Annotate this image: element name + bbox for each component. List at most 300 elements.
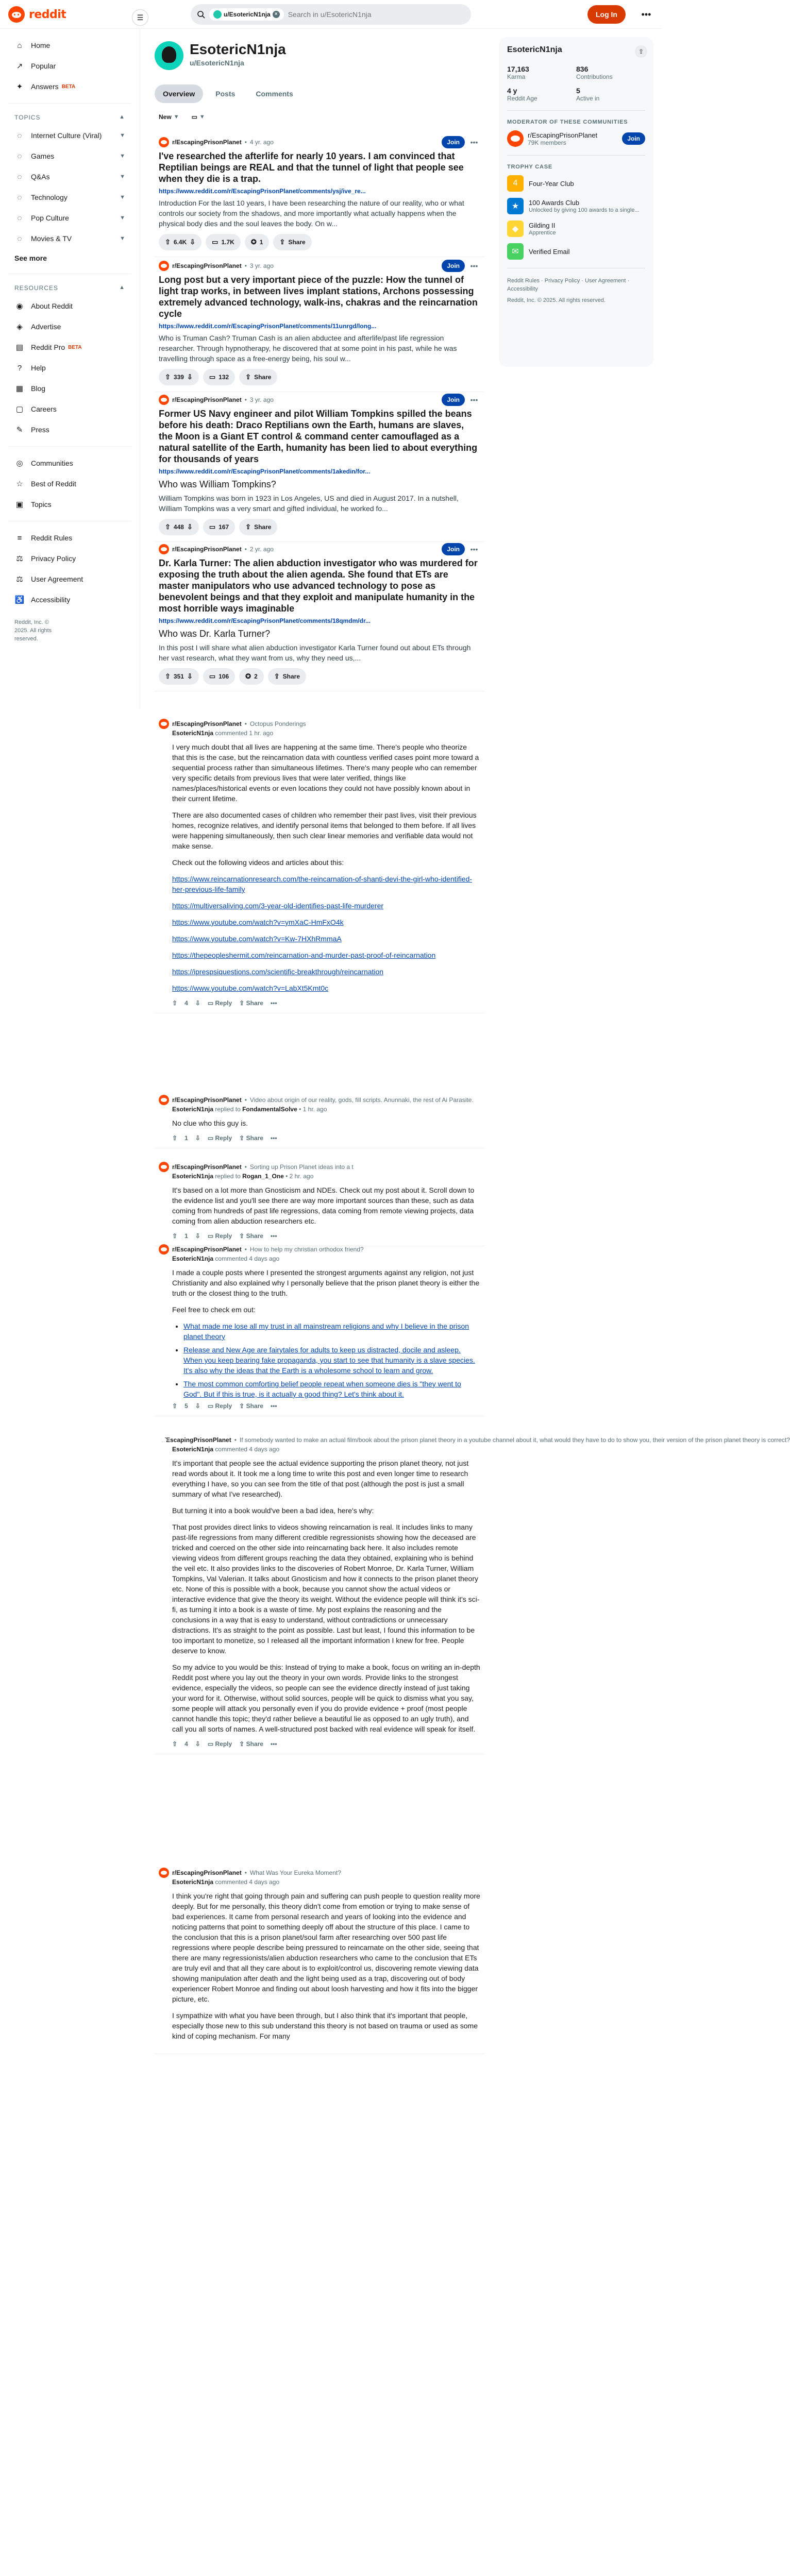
comment-author[interactable]: EsotericN1nja (172, 1106, 214, 1113)
comment-card[interactable] (155, 1863, 484, 2054)
thread-title[interactable]: Octopus Ponderings (249, 720, 306, 727)
see-more-link[interactable]: See more (14, 254, 47, 262)
moderator-header: MODERATOR OF THESE COMMUNITIES (507, 119, 628, 125)
share-button[interactable] (239, 1232, 263, 1240)
downvote-icon[interactable]: ⇩ (195, 1402, 200, 1410)
sidebar-item[interactable] (8, 569, 131, 589)
comment-paragraph: Check out the following videos and articles about this: (172, 858, 344, 867)
sidebar-item-label: Pop Culture (31, 214, 69, 222)
comment-link[interactable]: Release and New Age are fairytales for adults to keep us distracted, docile and asleep. When you keep bearing fake propaganda, you start to see that humanity is a slave species. It's also why the ideas that the Earth is a wholesome school to learn and grow. (183, 1346, 475, 1375)
sidebar-item[interactable] (8, 125, 131, 146)
comment-author-line (172, 1878, 480, 1888)
separator: • (244, 720, 247, 727)
comment-body (172, 1185, 480, 1226)
post-age: 3 yr. ago (249, 396, 274, 403)
community-icon (159, 395, 169, 405)
profile-title: EsotericN1nja (190, 41, 286, 57)
chevron-down-icon: ▼ (173, 114, 179, 120)
post-age: 4 yr. ago (249, 139, 274, 146)
separator: • (244, 1163, 247, 1171)
post-age: 2 yr. ago (249, 546, 274, 553)
comment-link[interactable]: https://www.reincarnationresearch.com/the-reincarnation-of-shanti-devi-the-girl-who-identified-her-previous-life-family (172, 875, 473, 893)
join-community-button[interactable]: Join (622, 132, 645, 145)
reddit-snoo-icon (8, 6, 25, 23)
stat-label: Karma (507, 73, 526, 80)
more-options-icon[interactable]: ••• (470, 545, 478, 553)
search-scope-label: u/EsotericN1nja (224, 11, 271, 18)
comment-card[interactable] (155, 714, 484, 1013)
reply-label: Reply (215, 999, 232, 1007)
comment-card[interactable] (155, 1090, 484, 1148)
upvote-icon[interactable]: ⇧ (172, 999, 178, 1007)
replied-to-text: replied to (213, 1106, 243, 1113)
downvote-icon[interactable]: ⇩ (195, 1134, 200, 1142)
topic-icon: ◌ (17, 131, 22, 140)
share-icon: ⇪ (239, 1134, 246, 1142)
search-bar[interactable] (191, 4, 471, 25)
award-button[interactable] (239, 668, 264, 685)
thread-title[interactable]: What Was Your Eureka Moment? (249, 1869, 341, 1876)
comment-link-row (172, 917, 480, 927)
trophy-item (507, 175, 645, 192)
upvote-icon[interactable]: ⇧ (172, 1740, 178, 1748)
vote-count: 448 (173, 523, 184, 531)
sort-label: New (159, 113, 172, 121)
vote-control[interactable] (159, 668, 199, 685)
post-title[interactable]: Former US Navy engineer and pilot William Tompkins spilled the beans before his death: Draco Reptilians own the Earth, humans are slaves, the Moon is a Giant ET control & command center camouflaged as a natural satellite of the Earth, humanity has been lied to about everything for thousands of years (159, 409, 478, 464)
comment-count: 167 (218, 523, 229, 531)
subreddit-link[interactable]: r/EscapingPrisonPlanet (172, 1246, 242, 1253)
sidebar-item[interactable] (8, 378, 131, 399)
sidebar-item[interactable] (8, 76, 131, 97)
divider (507, 110, 645, 111)
comment-author[interactable]: EsotericN1nja (172, 1878, 214, 1886)
post-card[interactable] (155, 389, 484, 542)
chevron-down-icon: ▼ (120, 132, 125, 139)
upvote-icon[interactable]: ⇧ (172, 1402, 178, 1410)
sidebar-item-label: Movies & TV (31, 234, 72, 243)
comment-body (172, 1891, 480, 2041)
separator: • (283, 1173, 290, 1180)
sidebar-item[interactable] (8, 146, 131, 166)
sidebar-item-label: Careers (31, 405, 57, 413)
post-card[interactable] (155, 132, 484, 257)
comment-author-line (172, 1173, 480, 1182)
trophy-item (507, 198, 645, 214)
post-title[interactable]: I've researched the afterlife for nearly 10 years. I am convinced that Reptilian beings are REAL and that the tunnel of light that people see when they die is a trap. (159, 151, 464, 184)
join-button[interactable]: Join (442, 394, 465, 406)
replied-to-text: replied to (213, 1173, 243, 1180)
downvote-icon[interactable]: ⇩ (195, 999, 200, 1007)
comment-author-line (172, 1446, 480, 1455)
subreddit-link[interactable]: r/EscapingPrisonPlanet (172, 1096, 242, 1104)
share-button[interactable] (239, 1740, 263, 1748)
reply-button[interactable] (208, 1232, 232, 1240)
comment-actions (172, 1740, 480, 1748)
left-sidebar (0, 29, 140, 709)
trophy-icon: ✉ (507, 243, 524, 260)
trophy-icon: ★ (507, 198, 524, 214)
trophy-item (507, 243, 645, 260)
nav-icon: ◈ (16, 323, 23, 331)
share-button[interactable] (239, 369, 277, 385)
downvote-icon[interactable]: ⇩ (187, 672, 193, 680)
comment-age: 2 hr. ago (289, 1173, 314, 1180)
comment-body (172, 1458, 480, 1734)
stat-label: Contributions (576, 73, 613, 80)
sidebar-item[interactable] (8, 589, 131, 610)
close-icon[interactable]: × (273, 11, 280, 18)
subreddit-link[interactable]: r/EscapingPrisonPlanet (162, 1436, 231, 1444)
sidebar-item-label: Home (31, 41, 51, 49)
comment-link-row (172, 967, 480, 977)
stat-item (576, 87, 645, 102)
stat-item (507, 87, 576, 102)
comments-button[interactable] (203, 519, 235, 535)
comment-icon: ▭ (209, 672, 216, 680)
sidebar-item[interactable] (8, 399, 131, 419)
vote-count: 6.4K (173, 239, 187, 246)
community-icon (159, 137, 169, 147)
resources-header[interactable] (8, 280, 131, 296)
resources-header-label: RESOURCES (14, 284, 59, 292)
subreddit-link[interactable]: r/EscapingPrisonPlanet (172, 1163, 242, 1171)
replied-to-user[interactable]: FondamentalSolve (242, 1106, 297, 1113)
footer-links[interactable]: Reddit Rules · Privacy Policy · User Agreement · Accessibility (507, 278, 630, 292)
post-actions (159, 668, 480, 685)
sidebar-item[interactable] (8, 494, 131, 515)
comment-link[interactable]: https://www.youtube.com/watch?v=LabXt5Kmt0c (172, 984, 329, 992)
reply-label: Reply (215, 1134, 232, 1142)
share-button[interactable] (239, 1134, 263, 1142)
sidebar-item-label: Privacy Policy (31, 554, 76, 563)
post-title[interactable]: Dr. Karla Turner: The alien abduction investigator who was murdered for exposing the truth about the alien agenda. She found that ETs are master manipulators who use advanced technology to pose as benevolent beings and that they exploit and manipulate humanity in the most horrible ways imaginable (159, 558, 478, 614)
comment-author[interactable]: EsotericN1nja (172, 1173, 214, 1180)
comment-link-row (172, 983, 480, 993)
top-header (0, 0, 662, 29)
downvote-icon[interactable]: ⇩ (187, 373, 193, 381)
sidebar-username: EsotericN1nja (507, 45, 562, 54)
award-count: 1 (259, 239, 263, 246)
share-label: Share (246, 1232, 263, 1240)
comment-author[interactable]: EsotericN1nja (172, 730, 214, 737)
share-button[interactable] (239, 519, 277, 535)
comment-meta (159, 1094, 480, 1106)
sidebar-item[interactable] (8, 337, 131, 358)
subreddit-link[interactable]: r/EscapingPrisonPlanet (172, 1869, 242, 1876)
comment-actions (172, 999, 480, 1007)
nav-icon: ◎ (16, 459, 23, 468)
trophy-text (529, 180, 574, 188)
separator: • (234, 1436, 237, 1444)
sidebar-item[interactable] (8, 358, 131, 378)
sidebar-item[interactable] (8, 316, 131, 337)
comment-paragraph: There are also documented cases of children who remember their past lives, visit their previous homes, recognize relatives, and identify personal items that belonged to them before. If all lives were happening simultaneously, then such clear linear memories and verifiable data would not make sense. (172, 811, 477, 850)
tab-posts[interactable]: Posts (215, 90, 236, 98)
post-card[interactable] (155, 256, 484, 392)
search-input[interactable] (288, 10, 465, 19)
subreddit-link[interactable]: r/EscapingPrisonPlanet (172, 262, 242, 269)
chevron-down-icon: ▼ (199, 114, 205, 120)
topic-label-wrap (14, 213, 69, 223)
comment-age: commented 4 days ago (215, 1878, 280, 1886)
downvote-icon[interactable]: ⇩ (187, 523, 193, 531)
comment-link[interactable]: https://iprespsiquestions.com/scientific-breakthrough/reincarnation (172, 968, 384, 976)
trophy-header: TROPHY CASE (507, 164, 553, 170)
post-title[interactable]: Long post but a very important piece of the puzzle: How the tunnel of light trap works, in between lives implant stations, Archons possessing extremely advanced technology, walk-ins, chakras and the reincarnation cycle (159, 275, 478, 319)
subreddit-link[interactable]: r/EscapingPrisonPlanet (172, 396, 242, 403)
post-body: Introduction For the last 10 years, I have been researching the nature of our reality, who or what controls our society from the shadows, and more importantly what actually happens when the physical body dies and the soul leaves the body. On w... (159, 199, 464, 228)
vote-control[interactable] (159, 369, 199, 385)
moderated-community[interactable] (507, 130, 645, 147)
topic-icon: ◌ (17, 172, 22, 181)
chevron-up-icon: ▲ (119, 284, 125, 291)
comment-count: 132 (218, 374, 229, 381)
community-icon (159, 544, 169, 554)
share-button[interactable] (268, 668, 306, 685)
join-button[interactable]: Join (442, 136, 465, 148)
thread-title[interactable]: How to help my christian orthodox friend? (249, 1246, 364, 1253)
sidebar-item[interactable] (8, 453, 131, 473)
topic-label-wrap (14, 151, 54, 161)
share-button[interactable] (239, 999, 263, 1007)
tab-overview[interactable]: Overview (155, 84, 203, 103)
sidebar-item[interactable] (8, 166, 131, 187)
card-view-icon: ▭ (191, 113, 197, 121)
topic-icon: ◌ (17, 234, 22, 243)
upvote-icon[interactable]: ⇧ (165, 238, 171, 246)
sidebar-item-label: Reddit Pro (31, 343, 65, 351)
post-link[interactable]: https://www.reddit.com/r/EscapingPrisonPlanet/comments/18qmdm/dr... (159, 617, 371, 624)
more-options-icon[interactable]: ••• (270, 1134, 277, 1142)
topic-icon: ◌ (17, 193, 22, 202)
comment-meta (159, 1867, 480, 1878)
sidebar-item[interactable] (8, 56, 131, 76)
post-link[interactable]: https://www.reddit.com/r/EscapingPrisonPlanet/comments/1akedin/for... (159, 468, 371, 475)
comment-paragraph: I think you're right that going through pain and suffering can push people to question reality more deeply. But for me personally, this theory didn't come from emotion or trying to make sense of bad experiences. It came from personal research and years of looking into the evidence and noticing patterns that point to something deeply off about the structure of this place. I came to the conclusion that this is a prison planet/soul farm after researching over 500 past life regressions where people describe being pressured to reincarnate on the other side, seeing that there are many regressionists/alien abduction researchers who came to the conclusion that ETs are truly evil and that all they care about is to exploit/control us, discovering remote viewing data showing manipulation after death and the light being used as a trap, discovering out of body experiencer Robert Monroe and finding out about loosh harvesting and how it fits into the bigger picture, etc. (172, 1892, 480, 2003)
more-options-icon[interactable]: ••• (470, 138, 478, 146)
comment-author-line (172, 730, 480, 739)
divider (8, 446, 131, 447)
comment-link[interactable]: https://www.youtube.com/watch?v=Kw-7HXhRmmaA (172, 935, 342, 943)
comment-paragraph: I made a couple posts where I presented the strongest arguments against any religion, not just Christianity and also explained why I personally believe that the prison planet theory is either the truth or the closest thing to the truth. (172, 1268, 480, 1297)
join-button[interactable]: Join (442, 260, 465, 272)
post-body: William Tompkins was born in 1923 in Los Angeles, US and died in August 2017. In a nutshell, William Tompkins was a very smart and gifted individual, he worked fo... (159, 494, 459, 513)
reply-button[interactable] (208, 1740, 232, 1748)
post-link[interactable]: https://www.reddit.com/r/EscapingPrisonPlanet/comments/ysj/ive_re... (159, 188, 366, 195)
sidebar-item[interactable] (8, 473, 131, 494)
post-card[interactable] (155, 539, 484, 691)
comment-link[interactable]: https://thepeopleshermit.com/reincarnation-and-murder-past-proof-of-reincarnation (172, 951, 436, 959)
profile-stats (507, 65, 645, 102)
share-icon: ⇪ (274, 672, 280, 680)
downvote-icon[interactable]: ⇩ (195, 1740, 200, 1748)
sort-dropdown[interactable] (155, 111, 183, 123)
comment-author[interactable]: EsotericN1nja (172, 1255, 214, 1262)
nav-icon: ? (17, 363, 22, 372)
sidebar-item[interactable] (8, 548, 131, 569)
trophy-name: Gilding II (529, 221, 556, 229)
stat-item (507, 65, 576, 80)
sidebar-item-label: Q&As (31, 173, 50, 181)
award-icon: ✪ (250, 238, 257, 246)
sidebar-item[interactable] (8, 296, 131, 316)
more-options-icon[interactable]: ••• (470, 262, 478, 270)
stat-value: 5 (576, 87, 580, 95)
sidebar-item-label: Blog (31, 384, 46, 393)
comment-paragraph: It's important that people see the actual evidence supporting the prison planet theory, not just read words about it. It took me a long time to write this post and even longer time to research everything I have, so you can see from the title of that post (although the post is just a small summary of what I've researched). (172, 1459, 469, 1498)
sidebar-item[interactable] (8, 419, 131, 440)
sidebar-item[interactable] (8, 35, 131, 56)
trophy-name: Four-Year Club (529, 179, 574, 188)
share-label: Share (254, 374, 272, 381)
upvote-icon[interactable]: ⇧ (165, 523, 171, 531)
upvote-icon[interactable]: ⇧ (165, 373, 171, 381)
community-icon (159, 1868, 169, 1878)
comment-link[interactable]: The most common comforting belief people repeat when someone dies is "they went to God". But if this is true, is it actually a good thing? Let's think about it. (183, 1380, 461, 1398)
comments-button[interactable] (203, 369, 235, 385)
comment-icon: ▭ (212, 238, 218, 246)
separator: • (244, 546, 247, 553)
more-options-icon[interactable]: ••• (270, 999, 277, 1007)
comment-link-row (172, 874, 480, 894)
login-button[interactable]: Log In (587, 5, 626, 24)
sidebar-item-label: Answers (31, 82, 59, 91)
sidebar-item-label: Communities (31, 459, 73, 467)
more-options-icon[interactable]: ••• (270, 1232, 277, 1240)
sidebar-item[interactable] (8, 228, 131, 249)
thread-title[interactable]: Sorting up Prison Planet ideas into a t (249, 1163, 354, 1171)
separator: • (244, 1246, 247, 1253)
trophy-text (529, 222, 556, 236)
chevron-down-icon: ▼ (120, 235, 125, 242)
topics-header[interactable] (8, 110, 131, 125)
comment-card[interactable] (155, 1430, 790, 1754)
chevron-down-icon: ▼ (120, 194, 125, 200)
comment-icon: ▭ (207, 1402, 215, 1410)
trophy-text (529, 248, 569, 256)
subreddit-link[interactable]: r/EscapingPrisonPlanet (172, 546, 242, 553)
reply-button[interactable] (208, 1134, 232, 1142)
comments-button[interactable] (206, 234, 241, 250)
share-icon[interactable]: ⇪ (635, 45, 647, 58)
share-icon: ⇪ (239, 1402, 246, 1410)
share-icon: ⇪ (245, 373, 251, 381)
share-label: Share (246, 1134, 263, 1142)
divider (507, 155, 645, 156)
more-options-button[interactable]: ••• (637, 5, 655, 24)
vote-control[interactable] (159, 519, 199, 535)
vote-count: 4 (184, 1740, 188, 1748)
community-name: r/EscapingPrisonPlanet (528, 131, 598, 139)
share-button[interactable] (273, 234, 311, 250)
upvote-icon[interactable]: ⇧ (172, 1232, 178, 1240)
topic-icon: ◌ (17, 151, 22, 161)
comment-paragraph: But turning it into a book would've been a bad idea, here's why: (172, 1506, 374, 1515)
thread-title[interactable]: If somebody wanted to make an actual film/book about the prison planet theory in a youtube channel about it, what would they have to do to show you, their version of the prison planet theory is correct? (239, 1436, 790, 1444)
reply-button[interactable] (208, 1402, 232, 1410)
comment-paragraph: So my advice to you would be this: Instead of trying to make a book, focus on writing an in-depth Reddit post where you lay out the theory in your own words. Provide links to the strongest evidence, especially the videos, so people can see the evidence directly instead of just taking your word for it. Otherwise, without solid sources, people will be quick to dismiss what you say, some people will attack you personally even if you do provide evidence + proof (most people cannot handle this topic; they'd rather believe a beautiful lie as opposed to an ugly truth), and call you all sorts of names. A well-structured post backed with real evidence will speak for itself. (172, 1663, 480, 1733)
comment-author[interactable]: EsotericN1nja (172, 1446, 214, 1453)
sort-controls (155, 111, 209, 123)
join-button[interactable]: Join (442, 543, 465, 555)
comment-card[interactable] (155, 1157, 484, 1246)
comment-link[interactable]: https://multiversaliving.com/3-year-old-identifies-past-life-murderer (172, 902, 384, 910)
sidebar-item-label: Help (31, 364, 46, 372)
comment-icon: ▭ (207, 999, 215, 1007)
community-icon (159, 1162, 169, 1172)
trophy-desc: Apprentice (529, 229, 556, 236)
nav-icon: ▣ (15, 500, 24, 509)
sidebar-item[interactable] (8, 528, 131, 548)
more-options-icon[interactable]: ••• (470, 396, 478, 404)
trophy-icon: 4 (507, 175, 524, 192)
nav-icon: ◉ (16, 302, 23, 311)
reddit-logo[interactable] (8, 6, 66, 23)
post-link[interactable]: https://www.reddit.com/r/EscapingPrisonPlanet/comments/11unrgd/long... (159, 323, 377, 330)
reply-button[interactable] (208, 999, 232, 1007)
replied-to-user[interactable]: Rogan_1_One (242, 1173, 284, 1180)
topic-label-wrap (14, 130, 102, 141)
downvote-icon[interactable]: ⇩ (195, 1232, 200, 1240)
collapse-sidebar-button[interactable]: ☰ (132, 9, 148, 26)
post-meta (159, 136, 480, 148)
search-icon (197, 10, 205, 19)
more-options-icon[interactable]: ••• (270, 1402, 277, 1410)
post-meta (159, 260, 480, 272)
share-icon: ⇪ (279, 238, 285, 246)
community-icon (159, 1095, 169, 1105)
search-scope-chip[interactable] (209, 8, 284, 21)
award-button[interactable] (245, 234, 270, 250)
comment-card[interactable] (155, 1240, 484, 1416)
downvote-icon[interactable]: ⇩ (190, 238, 196, 246)
more-options-icon[interactable]: ••• (270, 1740, 277, 1748)
copyright-text: Reddit, Inc. © 2025. All rights reserved. (14, 619, 52, 642)
chevron-down-icon: ▼ (120, 174, 125, 180)
comment-body (172, 1267, 480, 1399)
comments-button[interactable] (203, 668, 235, 685)
upvote-icon[interactable]: ⇧ (172, 1134, 178, 1142)
comment-link[interactable]: https://www.youtube.com/watch?v=ymXaC-HmFxO4k (172, 918, 344, 926)
sidebar-item[interactable] (8, 187, 131, 208)
vote-control[interactable] (159, 234, 201, 250)
sidebar-item-label: Reddit Rules (31, 534, 73, 542)
thread-title[interactable]: Video about origin of our reality, gods, fill scripts. Anunnaki, the rest of Ai Parasite. (249, 1096, 474, 1104)
subreddit-link[interactable]: r/EscapingPrisonPlanet (172, 139, 242, 146)
post-body: Who is Truman Cash? Truman Cash is an alien abductee and afterlife/past life regression researcher. Through hypnotherapy, he discovered that at some point in his past, while he was travelling through space as a free-energy being, his soul w... (159, 334, 457, 363)
tab-comments[interactable]: Comments (256, 90, 293, 98)
comment-icon: ▭ (209, 523, 216, 531)
comment-icon: ▭ (207, 1134, 215, 1142)
sidebar-item-label: Popular (31, 62, 56, 70)
subreddit-link[interactable]: r/EscapingPrisonPlanet (172, 720, 242, 727)
footer-copyright: Reddit, Inc. © 2025. All rights reserved. (507, 297, 606, 303)
share-button[interactable] (239, 1402, 263, 1410)
profile-avatar (155, 41, 183, 70)
sidebar-item[interactable] (8, 208, 131, 228)
trophy-desc: Unlocked by giving 100 awards to a single... (529, 207, 640, 213)
comment-link[interactable]: What made me lose all my trust in all mainstream religions and why I believe in the prison planet theory (183, 1322, 469, 1341)
separator: • (244, 396, 247, 403)
divider (8, 103, 131, 104)
comment-meta (159, 1161, 480, 1173)
stat-value: 4 y (507, 87, 517, 95)
view-toggle[interactable] (188, 111, 209, 123)
topic-label-wrap (14, 233, 72, 244)
upvote-icon[interactable]: ⇧ (165, 672, 171, 680)
sidebar-item-label: Accessibility (31, 596, 71, 604)
